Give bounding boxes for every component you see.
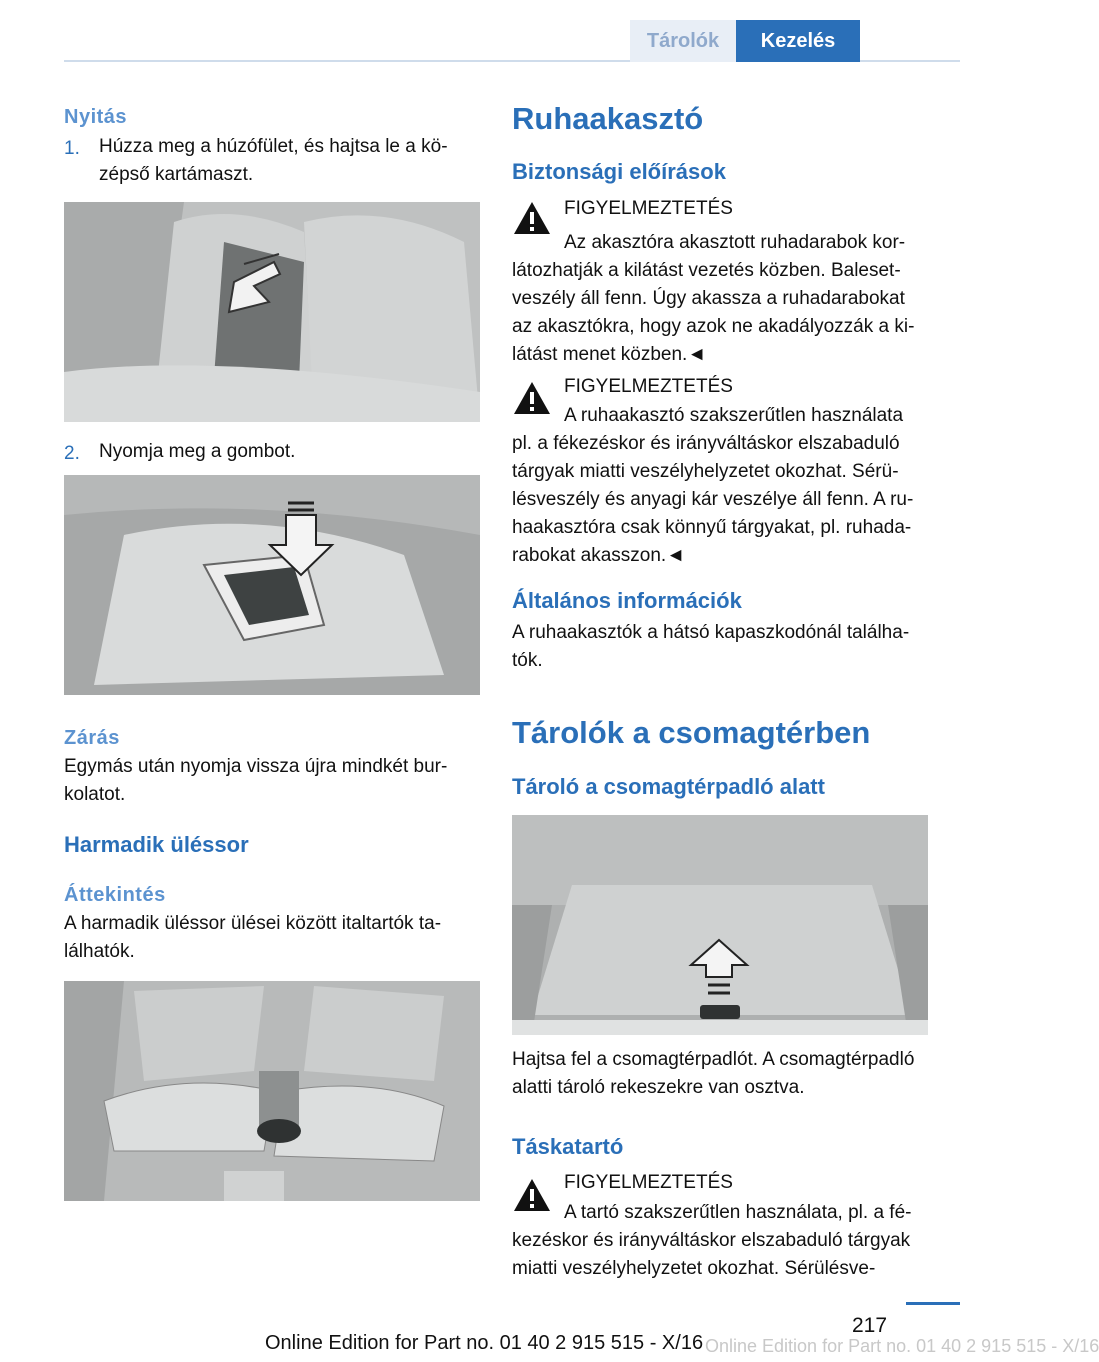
watermark: Online Edition for Part no. 01 40 2 915 515 - X/16 xyxy=(705,1336,1099,1356)
opening-heading: Nyitás xyxy=(64,106,128,128)
footer-rule xyxy=(906,1302,960,1305)
warning2-text: A ruhaakasztó szakszerűtlen használata pl. a fékezéskor és irányváltáskor elszabaduló tárgyak miatti veszélyhelyzetet okozhat. Sérülésveszély és anyagi kár veszélye áll fenn. A ruhaakasztóra csak könnyű tárgyakat, pl. ruhadarabokat akasszon.◄ xyxy=(512,405,914,566)
cargo-floor-photo xyxy=(512,815,928,1035)
armrest-pull-photo xyxy=(64,202,480,422)
third-row-cupholder-photo xyxy=(64,981,480,1201)
bag-holder-heading: Táskatartó xyxy=(512,1134,624,1159)
under-floor-text: Hajtsa fel a csomagtérpadlót. A csomagtérpadló alatti tároló rekeszekre van osztva. xyxy=(512,1049,915,1098)
page-number: 217 xyxy=(852,1314,888,1337)
safety-heading: Biztonsági előírások xyxy=(512,159,726,184)
cargo-storage-title: Tárolók a csomagtérben xyxy=(512,715,871,750)
step2-text: Nyomja meg a gombot. xyxy=(99,441,296,462)
overview-text: A harmadik üléssor ülései között italtartók találhatók. xyxy=(64,913,442,962)
warning3-label: FIGYELMEZTETÉS xyxy=(564,1172,733,1193)
under-floor-heading: Tároló a csomagtérpadló alatt xyxy=(512,774,825,799)
step1-text: Húzza meg a húzófület, és hajtsa le a középső kartámaszt. xyxy=(99,136,448,185)
step1-number: 1. xyxy=(64,138,80,159)
general-info-text: A ruhaakasztók a hátsó kapaszkodónál találhatók. xyxy=(512,622,910,671)
edition-line: Online Edition for Part no. 01 40 2 915 515 - X/16 xyxy=(265,1332,704,1354)
overview-heading: Áttekintés xyxy=(64,884,166,906)
warning1-text: Az akasztóra akasztott ruhadarabok korlátozhatják a kilátást vezetés közben. Balesetveszély áll fenn. Úgy akassza a ruhadarabokat az akasztókra, hogy azok ne akadályozzák a kilátást menet közben.◄ xyxy=(512,232,915,365)
general-info-heading: Általános információk xyxy=(512,588,742,613)
closing-heading: Zárás xyxy=(64,727,120,749)
third-row-heading: Harmadik üléssor xyxy=(64,832,249,857)
tab-storage[interactable]: Tárolók xyxy=(630,20,736,62)
tab-controls[interactable]: Kezelés xyxy=(736,20,860,62)
button-press-photo xyxy=(64,475,480,695)
coat-hook-title: Ruhaakasztó xyxy=(512,101,704,136)
warning1-label: FIGYELMEZTETÉS xyxy=(564,198,733,219)
closing-text: Egymás után nyomja vissza újra mindkét burkolatot. xyxy=(64,756,448,805)
step2-number: 2. xyxy=(64,443,80,464)
warning2-label: FIGYELMEZTETÉS xyxy=(564,376,733,397)
warning3-text: A tartó szakszerűtlen használata, pl. a fékezéskor és irányváltáskor elszabaduló tárgyak miatti veszélyhelyzetet okozhat. Sérülésve- xyxy=(512,1202,912,1279)
